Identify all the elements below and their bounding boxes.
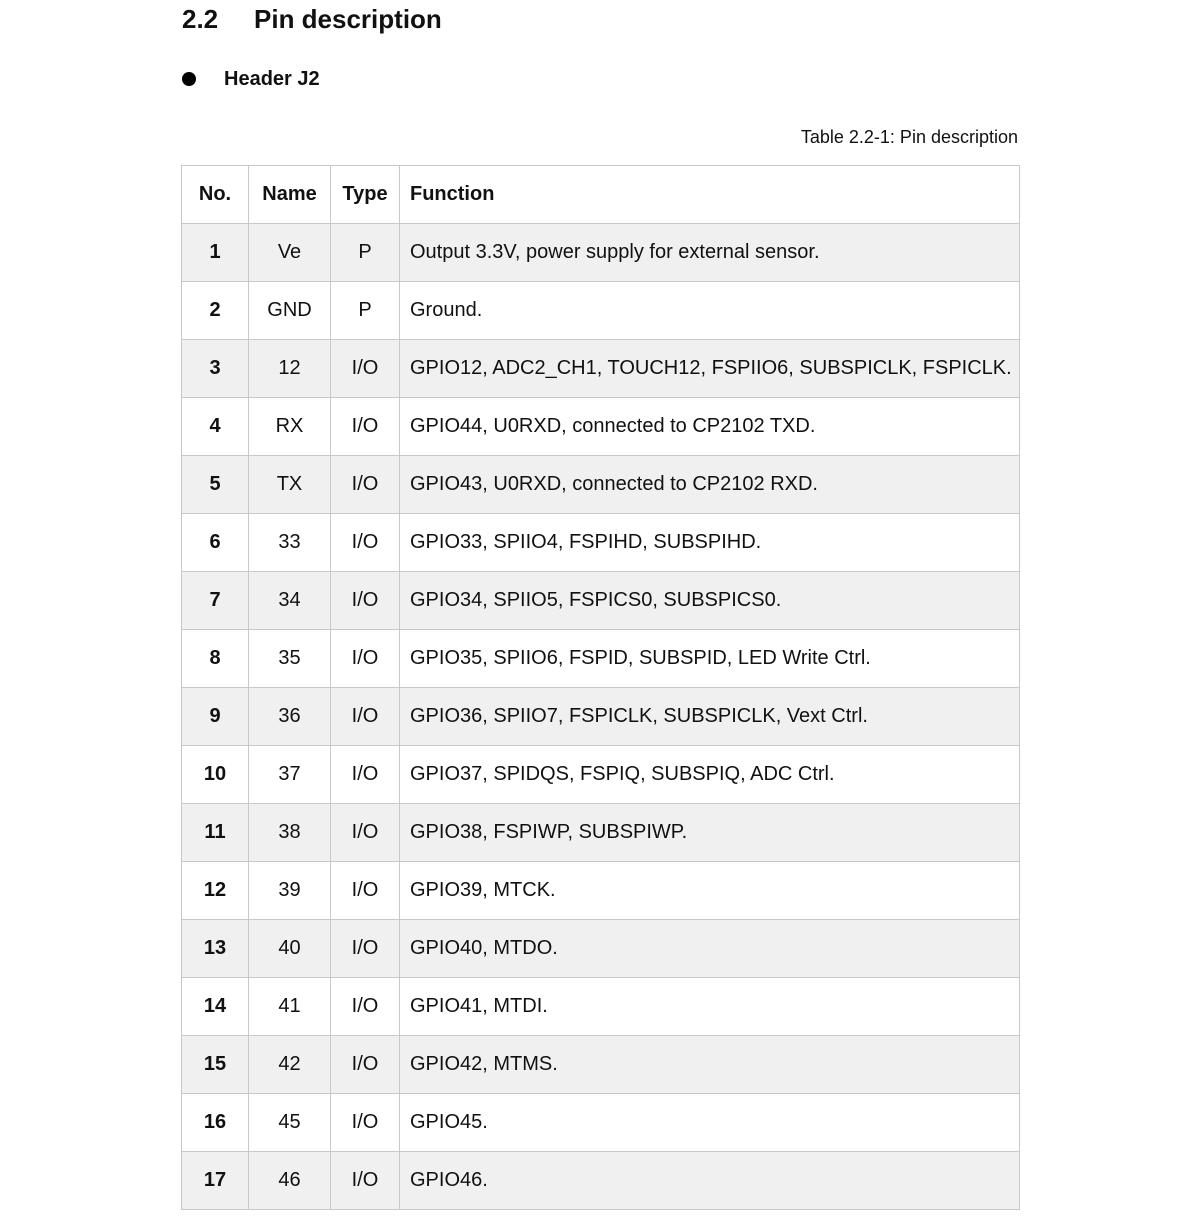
pin-function-cell: GPIO43, U0RXD, connected to CP2102 RXD. xyxy=(400,456,1020,514)
pin-type-cell: P xyxy=(331,224,400,282)
pin-type-cell: I/O xyxy=(331,630,400,688)
table-row xyxy=(182,630,1020,688)
pin-name-cell: Ve xyxy=(249,224,331,282)
pin-number-cell: 13 xyxy=(182,920,249,978)
pin-type-cell: I/O xyxy=(331,1094,400,1152)
pin-function-cell: GPIO40, MTDO. xyxy=(400,920,1020,978)
pin-type-cell: I/O xyxy=(331,978,400,1036)
pin-name-cell: 36 xyxy=(249,688,331,746)
pin-type-cell: I/O xyxy=(331,862,400,920)
pin-function-cell: GPIO12, ADC2_CH1, TOUCH12, FSPIIO6, SUBSPICLK, FSPICLK. xyxy=(400,340,1020,398)
table-row xyxy=(182,456,1020,514)
pin-name-cell: 42 xyxy=(249,1036,331,1094)
pin-name-cell: 41 xyxy=(249,978,331,1036)
pin-function-cell: GPIO36, SPIIO7, FSPICLK, SUBSPICLK, Vext Ctrl. xyxy=(400,688,1020,746)
pin-name-cell: 37 xyxy=(249,746,331,804)
subsection-title: Header J2 xyxy=(224,68,320,90)
pin-type-cell: I/O xyxy=(331,398,400,456)
pin-function-cell: GPIO39, MTCK. xyxy=(400,862,1020,920)
pin-function-cell: GPIO37, SPIDQS, FSPIQ, SUBSPIQ, ADC Ctrl. xyxy=(400,746,1020,804)
pin-number-cell: 1 xyxy=(182,224,249,282)
pin-number-cell: 10 xyxy=(182,746,249,804)
table-row xyxy=(182,1152,1020,1210)
table-row xyxy=(182,688,1020,746)
header-function: Function xyxy=(400,166,1020,224)
pin-number-cell: 2 xyxy=(182,282,249,340)
pin-function-cell: GPIO42, MTMS. xyxy=(400,1036,1020,1094)
table-caption: Table 2.2-1: Pin description xyxy=(800,127,1018,147)
pin-type-cell: I/O xyxy=(331,688,400,746)
pin-function-cell: GPIO46. xyxy=(400,1152,1020,1210)
pin-number-cell: 16 xyxy=(182,1094,249,1152)
pin-number-cell: 9 xyxy=(182,688,249,746)
pin-name-cell: 35 xyxy=(249,630,331,688)
header-name: Name xyxy=(249,166,331,224)
pin-name-cell: 45 xyxy=(249,1094,331,1152)
pin-name-cell: GND xyxy=(249,282,331,340)
pin-function-cell: GPIO33, SPIIO4, FSPIHD, SUBSPIHD. xyxy=(400,514,1020,572)
pin-name-cell: 46 xyxy=(249,1152,331,1210)
section-number: 2.2 xyxy=(182,4,219,34)
pin-type-cell: I/O xyxy=(331,572,400,630)
section-heading xyxy=(182,2,442,36)
pin-type-cell: I/O xyxy=(331,804,400,862)
pin-name-cell: 12 xyxy=(249,340,331,398)
pin-function-cell: GPIO38, FSPIWP, SUBSPIWP. xyxy=(400,804,1020,862)
table-row xyxy=(182,398,1020,456)
pin-type-cell: I/O xyxy=(331,746,400,804)
pin-function-cell: GPIO41, MTDI. xyxy=(400,978,1020,1036)
section-title: Pin description xyxy=(254,4,442,34)
bullet-icon xyxy=(182,72,196,86)
pin-name-cell: RX xyxy=(249,398,331,456)
pin-description-table xyxy=(181,165,1020,1210)
pin-function-cell: GPIO34, SPIIO5, FSPICS0, SUBSPICS0. xyxy=(400,572,1020,630)
pin-name-cell: 40 xyxy=(249,920,331,978)
pin-function-cell: Output 3.3V, power supply for external sensor. xyxy=(400,224,1020,282)
pin-name-cell: 33 xyxy=(249,514,331,572)
table-row xyxy=(182,804,1020,862)
pin-number-cell: 5 xyxy=(182,456,249,514)
pin-type-cell: I/O xyxy=(331,514,400,572)
table-body xyxy=(182,224,1020,1210)
table-row xyxy=(182,514,1020,572)
pin-function-cell: Ground. xyxy=(400,282,1020,340)
pin-name-cell: 38 xyxy=(249,804,331,862)
table-row xyxy=(182,920,1020,978)
table-row xyxy=(182,1094,1020,1152)
pin-type-cell: P xyxy=(331,282,400,340)
table-row xyxy=(182,1036,1020,1094)
header-type: Type xyxy=(331,166,400,224)
pin-type-cell: I/O xyxy=(331,340,400,398)
table-row xyxy=(182,572,1020,630)
pin-name-cell: TX xyxy=(249,456,331,514)
pin-type-cell: I/O xyxy=(331,456,400,514)
pin-number-cell: 14 xyxy=(182,978,249,1036)
table-row xyxy=(182,224,1020,282)
table-row xyxy=(182,282,1020,340)
pin-name-cell: 39 xyxy=(249,862,331,920)
pin-number-cell: 3 xyxy=(182,340,249,398)
table-row xyxy=(182,746,1020,804)
table-row xyxy=(182,978,1020,1036)
pin-number-cell: 17 xyxy=(182,1152,249,1210)
pin-number-cell: 7 xyxy=(182,572,249,630)
table-row xyxy=(182,862,1020,920)
pin-function-cell: GPIO45. xyxy=(400,1094,1020,1152)
pin-type-cell: I/O xyxy=(331,920,400,978)
pin-name-cell: 34 xyxy=(249,572,331,630)
pin-function-cell: GPIO35, SPIIO6, FSPID, SUBSPID, LED Write Ctrl. xyxy=(400,630,1020,688)
pin-number-cell: 12 xyxy=(182,862,249,920)
header-no: No. xyxy=(182,166,249,224)
pin-function-cell: GPIO44, U0RXD, connected to CP2102 TXD. xyxy=(400,398,1020,456)
pin-number-cell: 6 xyxy=(182,514,249,572)
pin-number-cell: 15 xyxy=(182,1036,249,1094)
pin-number-cell: 11 xyxy=(182,804,249,862)
table-header-row xyxy=(182,166,1020,224)
pin-type-cell: I/O xyxy=(331,1036,400,1094)
table-row xyxy=(182,340,1020,398)
pin-type-cell: I/O xyxy=(331,1152,400,1210)
pin-number-cell: 4 xyxy=(182,398,249,456)
pin-number-cell: 8 xyxy=(182,630,249,688)
